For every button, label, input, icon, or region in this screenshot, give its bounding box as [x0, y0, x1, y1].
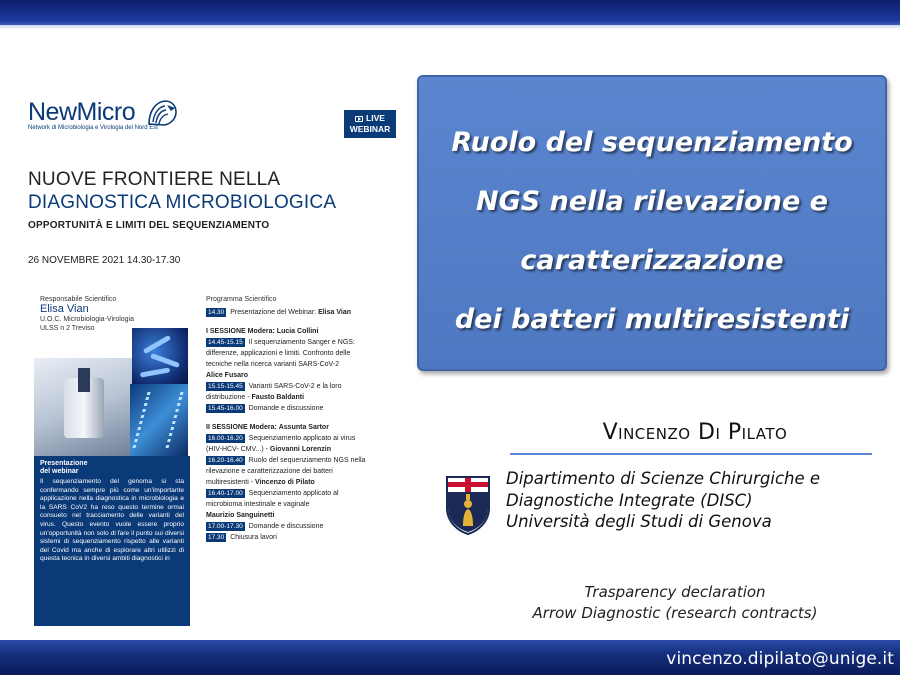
poster-images	[34, 328, 190, 456]
poster-title: NUOVE FRONTIERE NELLA DIAGNOSTICA MICROBIOLOGICA	[28, 169, 337, 213]
dna-image	[130, 384, 188, 456]
author-divider	[510, 453, 872, 455]
talk-title-line: caratterizzazione	[520, 245, 784, 276]
affiliation	[506, 468, 820, 533]
newmicro-logo	[28, 98, 158, 131]
lion-icon	[145, 98, 179, 128]
affiliation-line: Dipartimento di Scienze Chirurgiche e	[506, 469, 821, 488]
university-crest-icon	[444, 474, 492, 536]
top-band	[0, 0, 900, 30]
logo-name: NewMicro	[28, 98, 136, 126]
contact-email[interactable]: vincenzo.dipilato@unige.it	[666, 649, 894, 669]
talk-title	[419, 113, 885, 349]
poster-date: 26 NOVEMBRE 2021 14.30-17.30	[28, 255, 181, 266]
presentazione-box: Presentazione del webinar Il sequenziamento del genoma si sta confermando sempre più come un'importante applicazione nella diagnostica in microbiologia e la SARS CoV2 ha reso questo termine ormai consueto nel tracciamento delle varianti del virus. Questo evento vuole essere proprio un'opportunità non solo di fare il punto sui diversi sistemi di sequenziamento rispetto alle varianti del Covid ma anche di esplorare altri utilizzi di questa tecnica in diversi ambiti diagnostici in	[34, 456, 190, 626]
event-poster	[14, 80, 400, 632]
microscope-image	[34, 358, 134, 456]
responsabile-block: Responsabile Scientifico Elisa Vian U.O.C. Microbiologia-Virologia ULSS n 2 Treviso	[40, 296, 135, 332]
poster-subtitle: OPPORTUNITÀ E LIMITI DEL SEQUENZIAMENTO	[28, 220, 270, 231]
logo-subtitle: Network di Microbiologia e Virologia del Nord Est	[28, 125, 158, 131]
transparency-declaration	[480, 582, 870, 624]
declaration-detail: Arrow Diagnostic (research contracts)	[532, 604, 818, 622]
bacteria-image	[132, 328, 188, 386]
live-webinar-badge: LIVE WEBINAR	[344, 110, 396, 138]
talk-title-box	[417, 75, 887, 371]
bottom-band	[0, 640, 900, 675]
programma-block: Programma Scientifico 14.30 Presentazione del Webinar: Elisa Vian I SESSIONE Modera: Lucia Collini 14.45-15.15 Il sequenziamento Sanger e NGS: differenze, applicazioni e limiti. Confronto delle tecniche nella ricerca varianti SARS-CoV-2 Alice Fusaro 15.15-15.45 Varianti SARS-CoV-2 e la loro distribuzione - Fausto Baldanti 15.45-16.00 Domande e discussione II SESSIONE Moderа: Assunta Sartor 16.00-16.20 Sequenziamento applicato ai virus (HIV-HCV- CMV...) - Giovanni Lorenzin 16.20-16.40 Ruolo del sequenziamento NGS nella rilevazione e caratterizzazione dei batteri multiresistenti - Vincenzo di Pilato 16.40-17.00 Sequenziamento applicato al microbioma intestinale e vaginale Maurizio Sanguinetti 17.00-17.30 Domande e discussione 17.30 Chiusura lavori	[206, 296, 366, 541]
talk-title-line: Ruolo del sequenziamento	[451, 127, 853, 158]
affiliation-line: Diagnostiche Integrate (DISC)	[506, 490, 753, 510]
play-icon	[355, 116, 363, 122]
talk-title-line: NGS nella rilevazione e	[476, 186, 828, 217]
affiliation-line: Università degli Studi di Genova	[506, 512, 772, 531]
talk-title-line: dei batteri multiresistenti	[454, 304, 850, 335]
declaration-title: Trasparency declaration	[584, 583, 766, 601]
author-name: Vincenzo Di Pilato	[602, 420, 788, 445]
